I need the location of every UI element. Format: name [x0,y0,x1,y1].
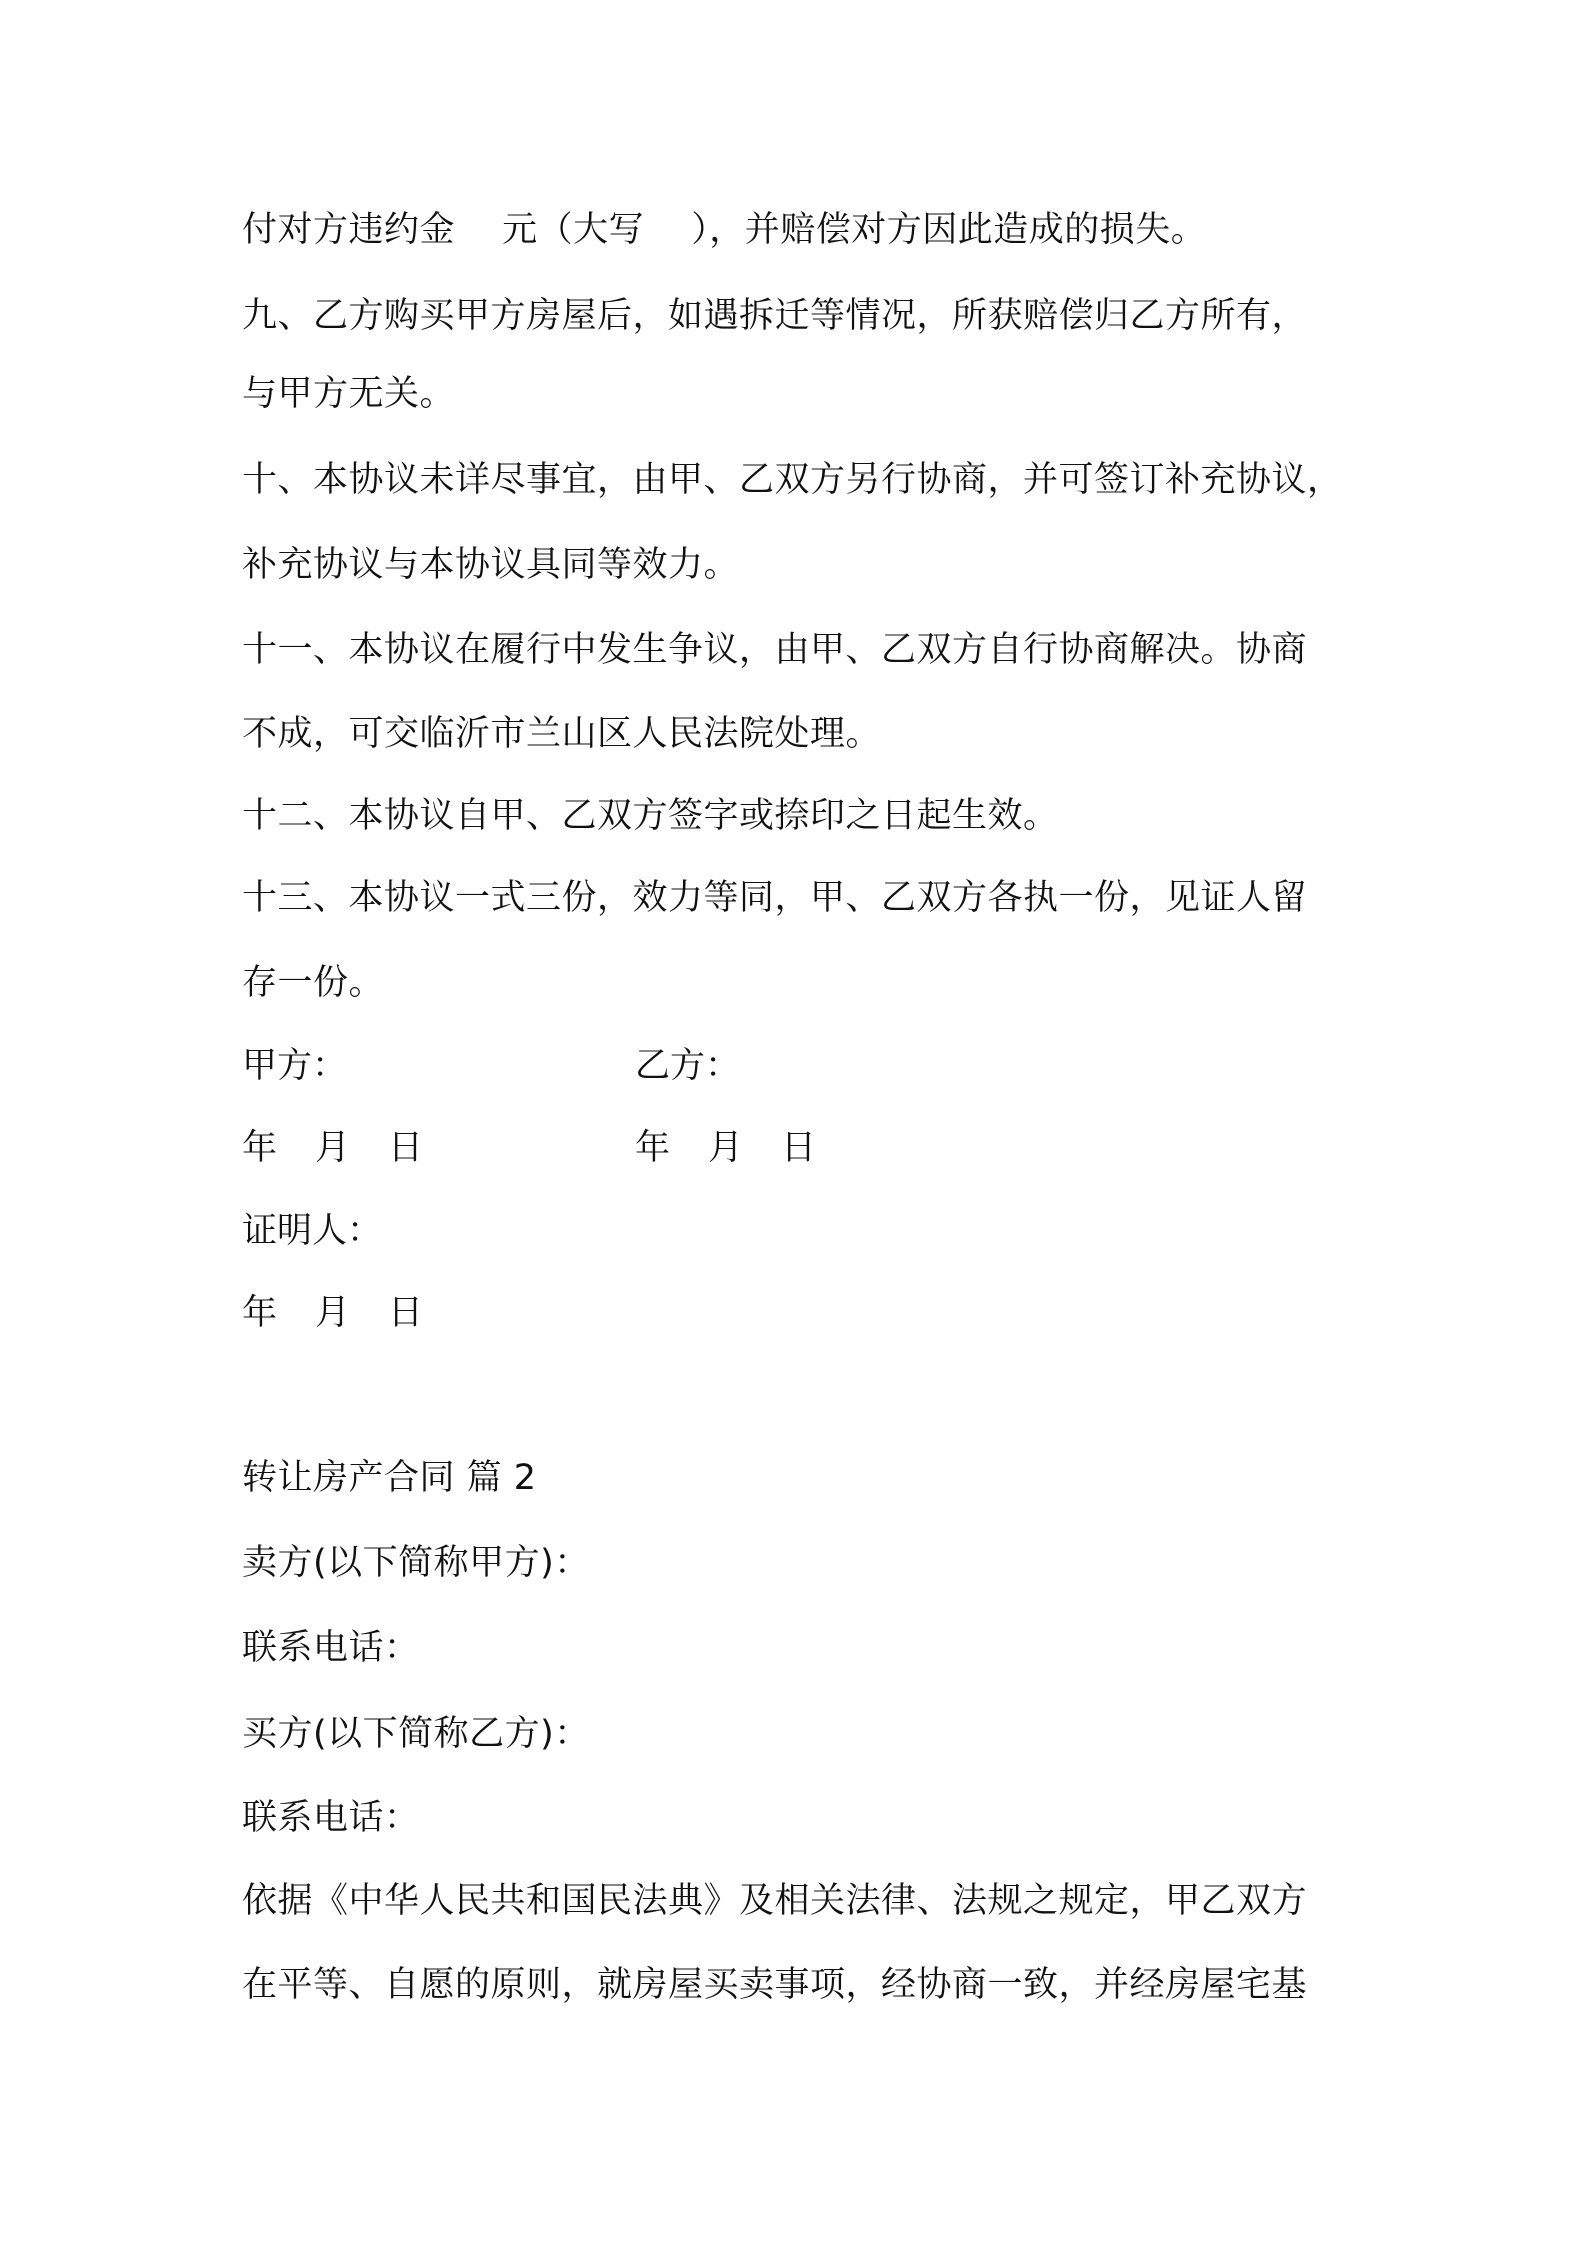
party-a-date [242,1128,423,1168]
paragraph-line: 依据《中华人民共和国民法典》及相关法律、法规之规定，甲乙双方 [242,1881,1308,1921]
date-day: 日 [388,1293,424,1333]
date-day: 日 [781,1128,817,1168]
witness-label: 证明人： [242,1211,383,1251]
paragraph-line: 补充协议与本协议具同等效力。 [242,545,740,585]
paragraph-line: 与甲方无关。 [242,374,456,414]
date-year: 年 [242,1293,278,1333]
paragraph-line: 联系电话： [242,1798,420,1838]
paragraph-line: 不成，可交临沂市兰山区人民法院处理。 [242,714,882,754]
witness-date [242,1289,1362,1337]
date-month: 月 [315,1293,351,1333]
paragraph-line: 联系电话： [242,1628,420,1668]
paragraph-line: 卖方(以下简称甲方)： [242,1543,590,1583]
date-year: 年 [242,1128,278,1168]
party-b-date [635,1124,816,1172]
paragraph-line: 付对方违约金 元（大写 ），并赔偿对方因此造成的损失。 [242,210,1207,250]
signature-row-parties [242,1042,1362,1090]
paragraph-line: 十三、本协议一式三份，效力等同，甲、乙双方各执一份，见证人留 [242,878,1308,918]
date-month: 月 [315,1128,351,1168]
date-month: 月 [708,1128,744,1168]
paragraph-line: 九、乙方购买甲方房屋后，如遇拆迁等情况，所获赔偿归乙方所有， [242,296,1308,336]
date-day: 日 [388,1128,424,1168]
date-year: 年 [635,1128,671,1168]
paragraph-line: 存一份。 [242,963,385,1003]
party-a-label: 甲方： [242,1046,348,1086]
paragraph-line: 十二、本协议自甲、乙双方签字或捺印之日起生效。 [242,796,1059,836]
paragraph-line: 十、本协议未详尽事宜，由甲、乙双方另行协商，并可签订补充协议， [242,460,1343,500]
party-b-label: 乙方： [635,1046,741,1086]
paragraph-line: 在平等、自愿的原则，就房屋买卖事项，经协商一致，并经房屋宅基 [242,1965,1308,2005]
signature-row-dates [242,1124,1362,1172]
paragraph-line: 买方(以下简称乙方)： [242,1714,590,1754]
section-title: 转让房产合同 篇 2 [242,1458,537,1498]
paragraph-line: 十一、本协议在履行中发生争议，由甲、乙双方自行协商解决。协商 [242,630,1308,670]
